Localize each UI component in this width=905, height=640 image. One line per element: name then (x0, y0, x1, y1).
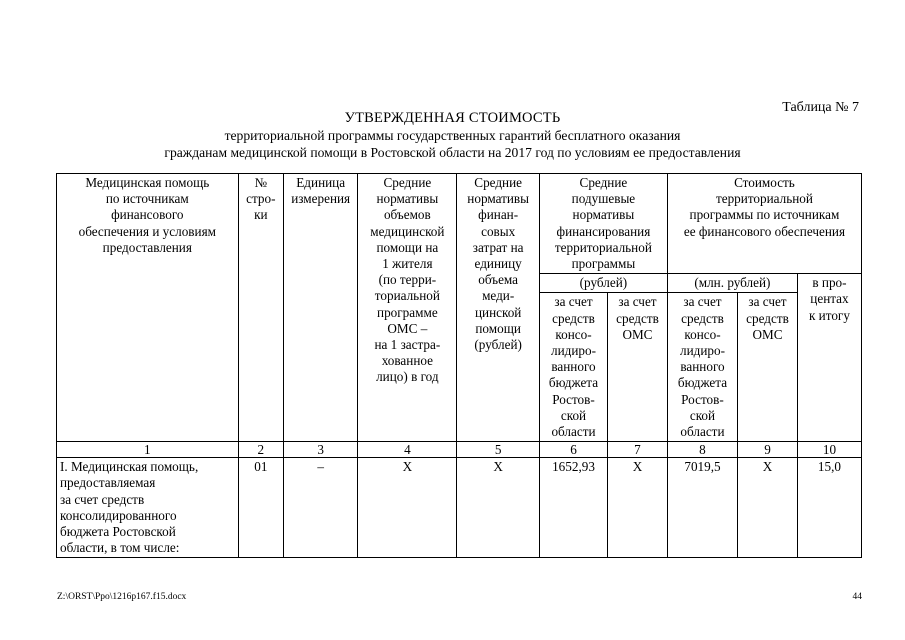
colnum-2: 2 (238, 442, 283, 458)
row-col5: Х (457, 458, 540, 558)
row-col7: Х (608, 458, 668, 558)
column-number-row (57, 442, 862, 458)
header-cost-group: Стоимость территориальной программы по источникам ее финансового обеспечения (667, 174, 861, 274)
header-mln-rubles: (млн. рублей) (667, 274, 797, 293)
header-row-1 (57, 174, 862, 274)
header-col7: за счет средств ОМС (608, 293, 668, 442)
colnum-9: 9 (738, 442, 798, 458)
colnum-10: 10 (797, 442, 861, 458)
header-col8: за счет средств консо- лидиро- ванного бюджета Ростов- ской области (667, 293, 737, 442)
title-line-3: гражданам медицинской помощи в Ростовской области на 2017 год по условиям ее предоставления (164, 145, 741, 160)
row-col10: 15,0 (797, 458, 861, 558)
page-number: 44 (852, 592, 862, 602)
colnum-1: 1 (57, 442, 239, 458)
colnum-5: 5 (457, 442, 540, 458)
colnum-6: 6 (539, 442, 607, 458)
row-label: I. Медицинская помощь, предоставляемая за счет средств консолидированного бюджета Ростовской области, в том числе: (57, 458, 239, 558)
colnum-8: 8 (667, 442, 737, 458)
row-col6: 1652,93 (539, 458, 607, 558)
table-row (57, 458, 862, 558)
header-col6: за счет средств консо- лидиро- ванного бюджета Ростов- ской области (539, 293, 607, 442)
row-col8: 7019,5 (667, 458, 737, 558)
colnum-7: 7 (608, 442, 668, 458)
table-number: Таблица № 7 (782, 100, 859, 115)
colnum-4: 4 (358, 442, 457, 458)
row-col9: Х (738, 458, 798, 558)
row-unit: – (284, 458, 358, 558)
header-col2: № стро- ки (238, 174, 283, 442)
header-col9: за счет средств ОМС (738, 293, 798, 442)
header-percapita-group: Средние подушевые нормативы финансирования территориальной программы (539, 174, 667, 274)
row-col4: Х (358, 458, 457, 558)
title-line-1: УТВЕРЖДЕННАЯ СТОИМОСТЬ (344, 110, 561, 126)
title-line-2: территориальной программы государственных гарантий бесплатного оказания (224, 128, 681, 143)
header-col4: Средние нормативы объемов медицинской помощи на 1 жителя (по терри- ториальной программе ОМС – на 1 застра- хованное лицо) в год (358, 174, 457, 442)
file-path: Z:\ORST\Ppo\1216p167.f15.docx (57, 592, 187, 602)
row-number: 01 (238, 458, 283, 558)
colnum-3: 3 (284, 442, 358, 458)
header-col5: Средние нормативы финан- совых затрат на единицу объема меди- цинской помощи (рублей) (457, 174, 540, 442)
header-percent: в про- центах к итогу (797, 274, 861, 442)
header-col3: Единица измерения (284, 174, 358, 442)
document-title (0, 110, 905, 161)
header-rubles: (рублей) (539, 274, 667, 293)
header-col1: Медицинская помощь по источникам финансового обеспечения и условиям предоставления (57, 174, 239, 442)
cost-table (56, 173, 862, 558)
